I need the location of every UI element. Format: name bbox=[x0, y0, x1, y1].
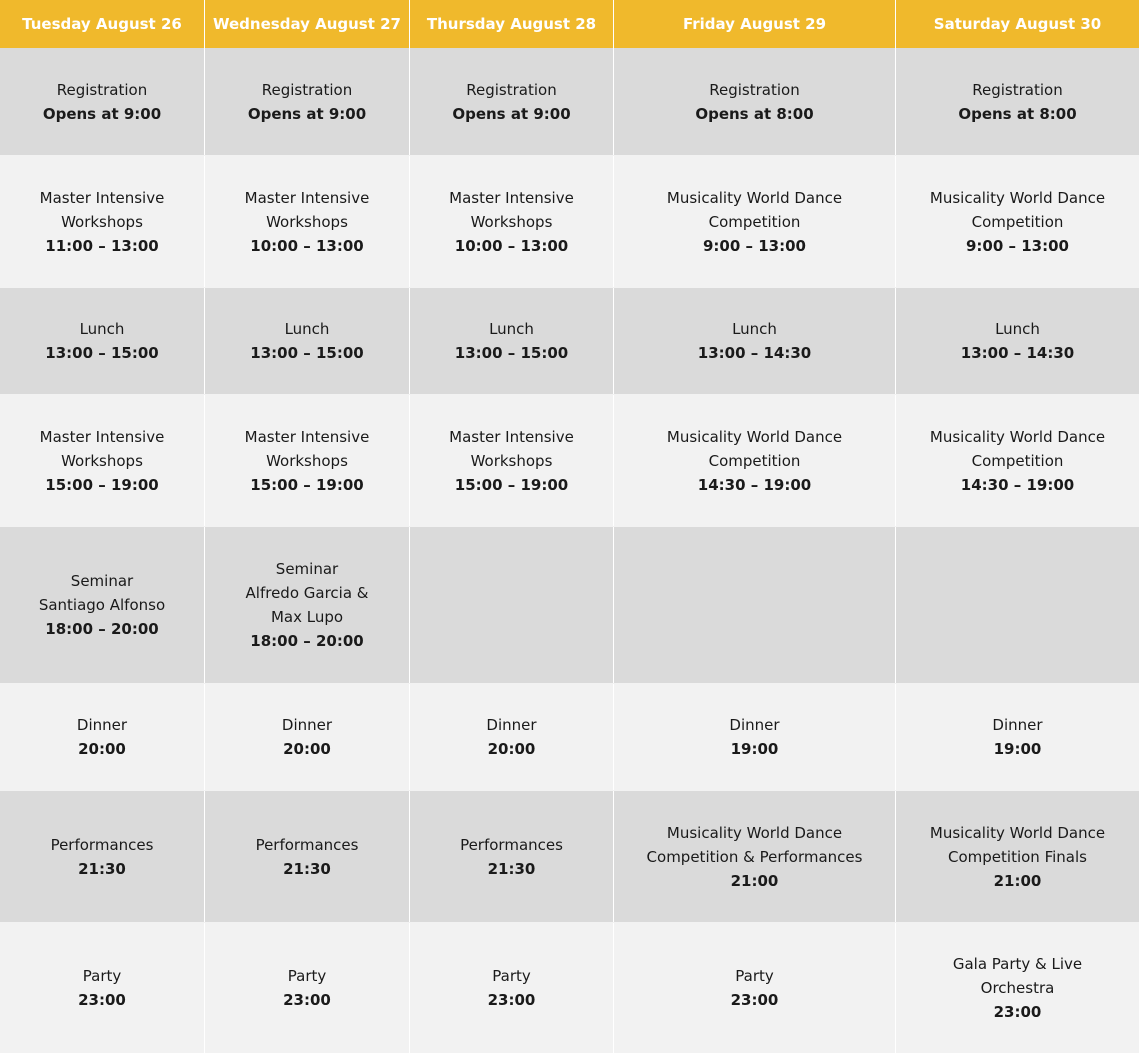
schedule-cell bbox=[614, 923, 895, 1053]
event-label: Orchestra bbox=[980, 979, 1055, 997]
schedule-cell bbox=[614, 48, 895, 155]
event-time: Opens at 8:00 bbox=[958, 104, 1077, 123]
event-time: 19:00 bbox=[993, 740, 1042, 758]
event-label: Competition bbox=[708, 451, 801, 470]
event-label: Max Lupo bbox=[270, 608, 344, 626]
event-label: Workshops bbox=[266, 451, 348, 470]
day-header: Wednesday August 27 bbox=[205, 0, 409, 48]
event-label: Dinner bbox=[486, 716, 537, 734]
schedule-cell bbox=[205, 288, 409, 394]
event-time: Opens at 8:00 bbox=[695, 104, 814, 123]
event-time: 13:00 – 14:30 bbox=[960, 344, 1075, 362]
event-time: 23:00 bbox=[283, 991, 331, 1009]
day-header: Tuesday August 26 bbox=[0, 0, 204, 48]
event-label: Master Intensive bbox=[244, 188, 370, 207]
event-label: Party bbox=[82, 967, 122, 985]
schedule-cell bbox=[614, 156, 895, 287]
schedule-cell bbox=[614, 791, 895, 922]
event-label: Workshops bbox=[470, 212, 553, 231]
event-time: 21:30 bbox=[487, 859, 536, 878]
schedule-cell bbox=[205, 527, 409, 683]
schedule-cell bbox=[410, 395, 613, 526]
schedule-cell bbox=[896, 684, 1139, 790]
event-time: 23:00 bbox=[993, 1003, 1042, 1021]
event-label: Seminar bbox=[275, 560, 339, 578]
event-label: Workshops bbox=[266, 212, 348, 231]
schedule-cell bbox=[896, 791, 1139, 922]
schedule-cell bbox=[205, 395, 409, 526]
schedule-cell bbox=[0, 395, 204, 526]
event-label: Registration bbox=[972, 80, 1063, 99]
event-time: 21:30 bbox=[78, 859, 126, 878]
event-label: Dinner bbox=[76, 716, 128, 734]
schedule-cell bbox=[205, 48, 409, 155]
event-label: Santiago Alfonso bbox=[38, 596, 166, 614]
schedule-cell bbox=[614, 684, 895, 790]
event-time: 23:00 bbox=[730, 991, 779, 1009]
event-time: 15:00 – 19:00 bbox=[454, 475, 569, 494]
event-time: 9:00 – 13:00 bbox=[702, 236, 806, 255]
event-time: 23:00 bbox=[78, 991, 126, 1009]
schedule-cell bbox=[896, 395, 1139, 526]
event-label: Alfredo Garcia & bbox=[245, 584, 369, 602]
event-label: Competition bbox=[971, 212, 1064, 231]
event-label: Competition Finals bbox=[948, 847, 1087, 866]
event-label: Musicality World Dance bbox=[666, 188, 843, 207]
schedule-cell bbox=[410, 684, 613, 790]
schedule-cell bbox=[896, 48, 1139, 155]
event-label: Competition & Performances bbox=[646, 847, 863, 866]
event-time: Opens at 9:00 bbox=[42, 104, 162, 123]
event-label: Party bbox=[735, 967, 774, 985]
schedule-cell bbox=[614, 527, 895, 683]
schedule-cell bbox=[410, 791, 613, 922]
schedule-cell bbox=[896, 923, 1139, 1053]
event-time: 13:00 – 14:30 bbox=[697, 344, 812, 362]
event-time: 15:00 – 19:00 bbox=[45, 475, 159, 494]
event-label: Musicality World Dance bbox=[666, 427, 843, 446]
event-label: Master Intensive bbox=[39, 427, 165, 446]
event-time: 15:00 – 19:00 bbox=[250, 475, 364, 494]
schedule-cell bbox=[205, 791, 409, 922]
event-label: Lunch bbox=[995, 320, 1040, 338]
event-time: 19:00 bbox=[730, 740, 779, 758]
schedule-cell bbox=[896, 156, 1139, 287]
event-label: Lunch bbox=[489, 320, 534, 338]
event-time: 21:30 bbox=[283, 859, 331, 878]
event-label: Master Intensive bbox=[449, 188, 574, 207]
schedule-cell bbox=[410, 527, 613, 683]
event-label: Master Intensive bbox=[39, 188, 165, 207]
event-time: 10:00 – 13:00 bbox=[250, 236, 364, 255]
schedule-cell bbox=[0, 923, 204, 1053]
event-label: Gala Party & Live bbox=[952, 955, 1083, 973]
event-label: Master Intensive bbox=[449, 427, 574, 446]
event-time: 14:30 – 19:00 bbox=[697, 475, 812, 494]
event-label: Performances bbox=[460, 835, 563, 854]
schedule-cell bbox=[614, 288, 895, 394]
event-label: Dinner bbox=[281, 716, 333, 734]
event-time: 11:00 – 13:00 bbox=[45, 236, 159, 255]
day-header: Saturday August 30 bbox=[896, 0, 1139, 48]
schedule-cell bbox=[614, 395, 895, 526]
event-label: Master Intensive bbox=[244, 427, 370, 446]
event-label: Competition bbox=[708, 212, 801, 231]
event-time: 10:00 – 13:00 bbox=[454, 236, 569, 255]
event-time: 13:00 – 15:00 bbox=[454, 344, 569, 362]
event-time: 18:00 – 20:00 bbox=[45, 620, 159, 638]
event-time: 13:00 – 15:00 bbox=[45, 344, 159, 362]
event-label: Workshops bbox=[470, 451, 553, 470]
event-time: 20:00 bbox=[78, 740, 126, 758]
schedule-cell bbox=[410, 288, 613, 394]
event-label: Competition bbox=[971, 451, 1064, 470]
event-time: 20:00 bbox=[487, 740, 536, 758]
event-label: Performances bbox=[255, 835, 359, 854]
schedule-cell bbox=[205, 156, 409, 287]
event-time: 21:00 bbox=[730, 871, 779, 890]
schedule-cell bbox=[896, 288, 1139, 394]
schedule-cell bbox=[0, 288, 204, 394]
schedule-cell bbox=[0, 527, 204, 683]
schedule-cell bbox=[0, 684, 204, 790]
event-label: Musicality World Dance bbox=[929, 823, 1106, 842]
event-label: Musicality World Dance bbox=[929, 188, 1106, 207]
event-label: Seminar bbox=[70, 572, 134, 590]
event-label: Lunch bbox=[79, 320, 125, 338]
event-label: Workshops bbox=[61, 212, 143, 231]
event-time: Opens at 9:00 bbox=[452, 104, 571, 123]
event-label: Registration bbox=[466, 80, 557, 99]
event-label: Dinner bbox=[729, 716, 780, 734]
schedule-cell bbox=[410, 923, 613, 1053]
event-label: Party bbox=[287, 967, 327, 985]
event-time: 21:00 bbox=[993, 871, 1042, 890]
event-time: 14:30 – 19:00 bbox=[960, 475, 1075, 494]
event-time: 18:00 – 20:00 bbox=[250, 632, 364, 650]
schedule-cell bbox=[410, 156, 613, 287]
event-time: Opens at 9:00 bbox=[247, 104, 367, 123]
event-time: 9:00 – 13:00 bbox=[965, 236, 1069, 255]
event-label: Performances bbox=[50, 835, 154, 854]
event-label: Party bbox=[492, 967, 531, 985]
schedule-cell bbox=[205, 923, 409, 1053]
event-label: Workshops bbox=[61, 451, 143, 470]
day-header: Thursday August 28 bbox=[410, 0, 613, 48]
schedule-cell bbox=[0, 156, 204, 287]
event-label: Registration bbox=[56, 80, 148, 99]
schedule-cell bbox=[0, 48, 204, 155]
schedule-cell bbox=[205, 684, 409, 790]
schedule-cell bbox=[0, 791, 204, 922]
schedule-cell bbox=[896, 527, 1139, 683]
event-label: Lunch bbox=[284, 320, 330, 338]
event-label: Dinner bbox=[992, 716, 1043, 734]
event-label: Lunch bbox=[732, 320, 777, 338]
event-label: Musicality World Dance bbox=[666, 823, 843, 842]
event-label: Musicality World Dance bbox=[929, 427, 1106, 446]
event-label: Registration bbox=[709, 80, 800, 99]
schedule-cell bbox=[410, 48, 613, 155]
event-time: 13:00 – 15:00 bbox=[250, 344, 364, 362]
day-header: Friday August 29 bbox=[614, 0, 895, 48]
event-label: Registration bbox=[261, 80, 353, 99]
event-time: 23:00 bbox=[487, 991, 536, 1009]
event-time: 20:00 bbox=[283, 740, 331, 758]
